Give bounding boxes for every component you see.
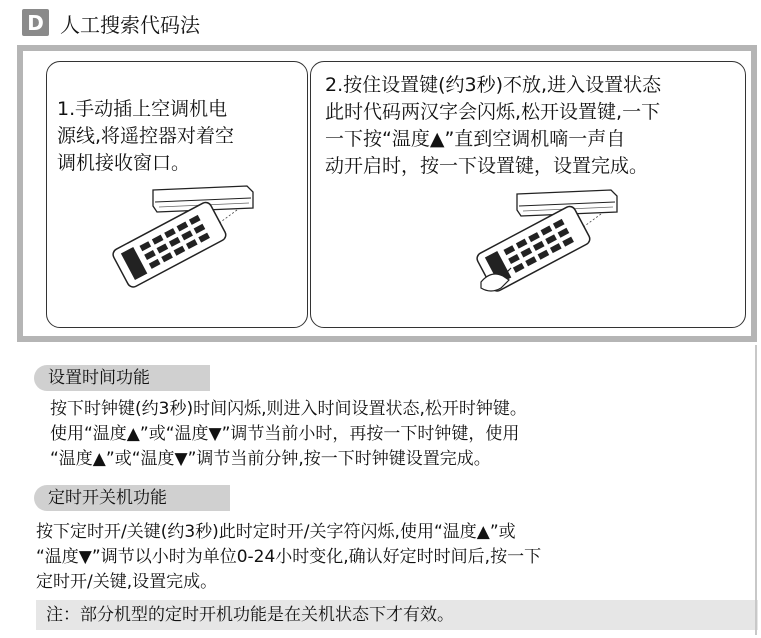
timer-line-2: “温度▼”调节以小时为单位0-24小时变化,确认好定时时间后,按一下	[36, 547, 542, 567]
step-1-illustration	[87, 180, 267, 320]
note-bar: 注：部分机型的定时开机功能是在关机状态下才有效。	[36, 600, 758, 630]
section-badge: D	[22, 9, 49, 36]
step-2-card	[310, 61, 746, 328]
step-2-text: 2.按住设置键(约3秒)不放,进入设置状态 此时代码两汉字会闪烁,松开设置键,一下 一下按“温度▲”直到空调机嘀一声自 动开启时，按一下设置键，设置完成。	[325, 74, 662, 177]
steps-frame	[17, 45, 757, 342]
set-time-line-2: 使用“温度▲”或“温度▼”调节当前小时，再按一下时钟键，使用	[50, 424, 520, 444]
set-time-line-3: “温度▲”或“温度▼”调节当前分钟,按一下时钟键设置完成。	[50, 449, 491, 469]
step-1-text: 1.手动插上空调机电 源线,将遥控器对着空 调机接收窗口。	[57, 98, 235, 174]
section-tab-set-time: 设置时间功能	[34, 365, 210, 391]
set-time-line-1: 按下时钟键(约3秒)时间闪烁,则进入时间设置状态,松开时钟键。	[50, 399, 527, 419]
step-1-card	[46, 61, 308, 328]
section-title: 人工搜索代码法	[60, 13, 200, 37]
timer-line-1: 按下定时开/关键(约3秒)此时定时开/关字符闪烁,使用“温度▲”或	[36, 522, 516, 542]
section-header	[0, 0, 761, 44]
remote-control-icon	[111, 200, 228, 289]
section-tab-timer: 定时开关机功能	[34, 485, 230, 511]
page-edge-divider	[755, 345, 757, 635]
timer-line-3: 定时开/关键,设置完成。	[36, 572, 218, 592]
step-2-illustration	[451, 184, 631, 324]
